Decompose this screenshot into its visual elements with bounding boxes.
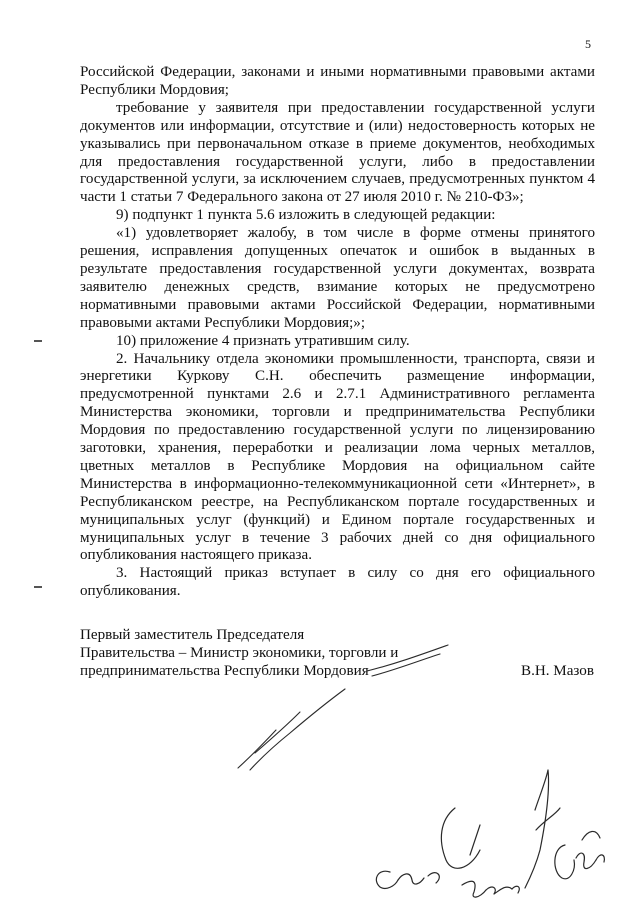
paragraph: Российской Федерации, законами и иными нормативными правовыми актами Республики Мордовия; [80,64,595,98]
page-number: 5 [585,37,591,51]
margin-mark [34,586,42,588]
visa-signature [462,770,560,897]
paragraph: 2. Начальнику отдела экономики промышленности, транспорта, связи и энергетики Куркову С.Н. обеспечить размещение информации, предусмотренной пунктами 2.6 и 2.7.1 Административного регламента Министерства экономики, торговли и предпринимательства Республики Мордовия по предоставлению государственной услуги по лицензированию заготовки, хранения, переработки и реализации лома черных металлов, цветных металлов в Республике Мордовия на официальном сайте Министерства в информационно-телекоммуникационной сети «Интернет», в Республиканском реестре, на Республиканском портале государственных и муниципальных услуг (функций) и Едином портале государственных и муниципальных услуг в течение 3 рабочих дней со дня официального опубликования настоящего приказа. [80,350,595,564]
signer-position-line: Правительства – Министр экономики, торговли и [80,644,399,661]
document-body [80,64,595,601]
signature-block [80,627,595,681]
margin-mark [34,340,42,342]
paragraph: «1) удовлетворяет жалобу, в том числе в форме отмены принятого решения, исправления допущенных опечаток и ошибок в выданных в результате предоставления государственной услуги документах, возврата заявителю денежных средств, взимание которых не предусмотрено нормативными правовыми актами Российской Федерации, нормативными правовыми актами Республики Мордовия;»; [80,225,595,331]
signer-position-line: Первый заместитель Председателя [80,627,305,643]
signer-name: В.Н. Мазов [521,663,594,679]
visa-signature [376,808,480,888]
visa-signature [555,831,605,878]
signer-position-line: предпринимательства Республики Мордовия [80,662,369,679]
paragraph: 9) подпункт 1 пункта 5.6 изложить в следующей редакции: [116,207,496,224]
paragraph: 10) приложение 4 признать утратившим силу. [116,332,410,349]
paragraph: 3. Настоящий приказ вступает в силу со дня его официального опубликования. [80,565,595,600]
paragraph: требование у заявителя при предоставлении государственной услуги документов или информации, отсутствие и (или) недостоверность которых не указывались при первоначальном отказе в приеме документов, необходимых для предоставления государственной услуги, либо в предоставлении государственной услуги, за исключением случаев, предусмотренных пунктом 4 части 1 статьи 7 Федерального закона от 27 июля 2010 г. № 210-ФЗ»; [80,99,595,206]
